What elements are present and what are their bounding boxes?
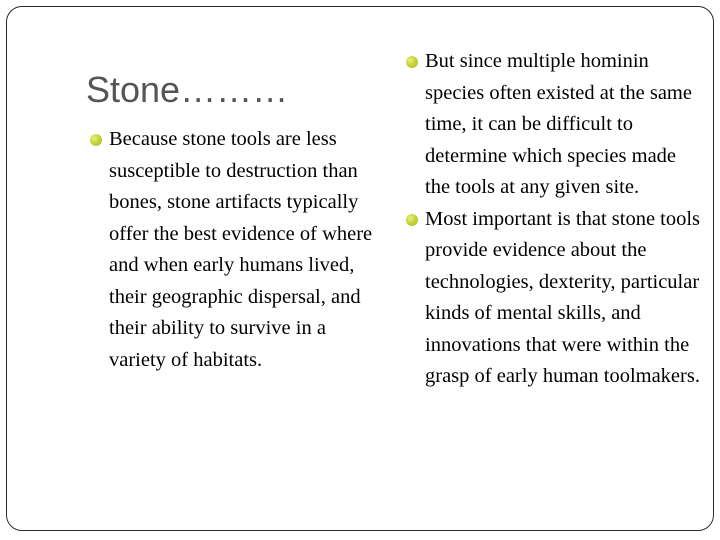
right-column-bullets	[402, 46, 702, 393]
left-column-bullets	[86, 124, 376, 376]
slide-frame	[6, 6, 714, 531]
round-bullet-icon	[406, 214, 418, 226]
round-bullet-icon	[406, 56, 418, 68]
slide-title: Stone………	[86, 69, 289, 110]
bullet-item	[402, 46, 702, 204]
bullet-text: Because stone tools are less susceptible to destruction than bones, stone artifacts typically offer the best evidence of where and when early humans lived, their geographic dispersal, and their ability to survive in a variety of habitats.	[109, 128, 373, 371]
bullet-item	[402, 204, 702, 393]
round-bullet-icon	[90, 134, 102, 146]
bullet-text: Most important is that stone tools provide evidence about the technologies, dexterity, particular kinds of mental skills, and innovations that were within the grasp of early human toolmakers.	[425, 207, 701, 387]
bullet-item	[86, 124, 376, 376]
bullet-text: But since multiple hominin species often existed at the same time, it can be difficult to determine which species made the tools at any given site.	[425, 50, 692, 198]
